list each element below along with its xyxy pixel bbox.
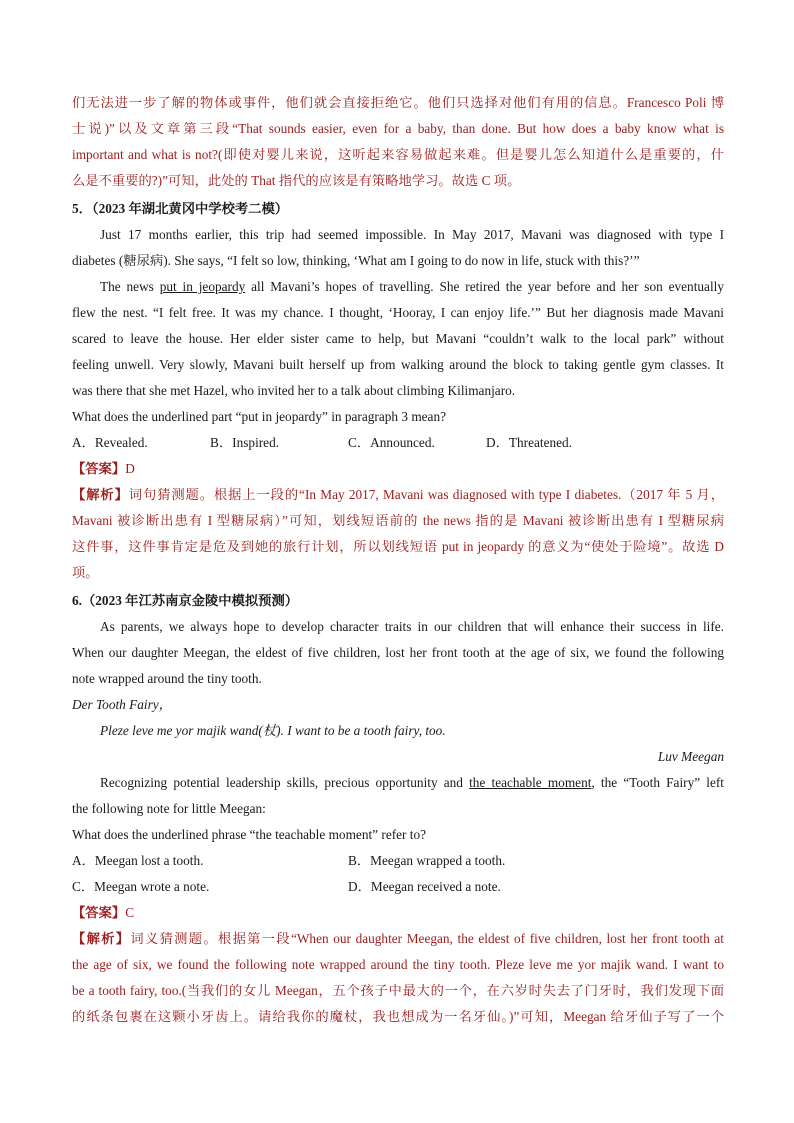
q6-para1-line-2: When our daughter Meegan, the eldest of five children, lost her front tooth at the age of six, we found the following [72, 645, 724, 660]
q5-analysis-line-4: 项。 [72, 565, 99, 580]
q6-para2-after: , the “Tooth Fairy” left [591, 775, 724, 790]
q6-note-signature: Luv Meegan [657, 749, 724, 764]
q6-analysis-line-1 [72, 926, 724, 952]
q6-answer [72, 900, 724, 926]
q6-para1-line-3: note wrapped around the tiny tooth. [72, 671, 262, 686]
q5-analysis-line-1 [72, 482, 724, 508]
q5-para2-line-3: scared to leave the house. Her elder sister came to help, but Mavani “couldn’t walk to the local park” without [72, 331, 724, 346]
q5-para2-after: all Mavani’s hopes of travelling. She retired the year before and her son eventually [245, 279, 724, 294]
q6-option-c: C．Meegan wrote a note. [72, 879, 210, 894]
document-page [72, 90, 724, 1030]
q5-para2-line-1 [72, 274, 724, 300]
q5-options [72, 430, 724, 456]
q5-para2-line-2: flew the nest. “I felt free. It was my chance. I thought, ‘Hooray, I can enjoy life.’” But her diagnosis made Mavani [72, 305, 724, 320]
q5-para1-line-1: Just 17 months earlier, this trip had seemed impossible. In May 2017, Mavani was diagnosed with type I [100, 227, 724, 242]
q5-analysis-text-1: 词句猜测题。根据上一段的“In May 2017, Mavani was diagnosed with type I diabetes.（2017 年 5 月， [128, 487, 724, 502]
q5-option-d: D．Threatened. [486, 435, 573, 450]
q5-para1-line-2: diabetes (糖尿病). She says, “I felt so low, thinking, ‘What am I going to do now in life, stuck with this?’” [72, 253, 640, 268]
q5-option-a: A．Revealed. [72, 435, 148, 450]
q5-option-b: B．Inspired. [210, 435, 280, 450]
q5-underlined-phrase: put in jeopardy [159, 279, 246, 294]
q5-para2-line-4: feeling unwell. Very slowly, Mavani built herself up from walking around the block to taking gentle gym classes. It [72, 357, 724, 372]
prev-analysis-line-4: 么是不重要的?)”可知，此处的 That 指代的应该是有策略地学习。故选 C 项。 [72, 173, 521, 188]
q5-analysis-line-2: Mavani 被诊断出患有 I 型糖尿病）”可知，划线短语前的 the news 指的是 Mavani 被诊断出患有 I 型糖尿病 [72, 513, 724, 528]
q6-analysis-line-4: 的纸条包裹在这颗小牙齿上。请给我你的魔杖，我也想成为一名牙仙。)”可知，Meegan 给牙仙子写了一个 [72, 1009, 724, 1024]
q5-question: What does the underlined part “put in jeopardy” in paragraph 3 mean? [72, 409, 447, 424]
q6-question: What does the underlined phrase “the teachable moment” refer to? [72, 827, 427, 842]
q6-para2-line-1 [72, 770, 724, 796]
q6-para1-line-1: As parents, we always hope to develop character traits in our children that will enhance their success in life. [100, 619, 724, 634]
q5-analysis-line-3: 这件事，这件事肯定是危及到她的旅行计划，所以划线短语 put in jeopardy 的意义为“使处于险境”。故选 D [72, 539, 724, 554]
q5-analysis-tag: 【解析】 [72, 487, 129, 502]
q6-note-body: Pleze leve me yor majik wand(杖). I want to be a tooth fairy, too. [100, 723, 446, 738]
q6-answer-tag: 【答案】 [72, 905, 126, 920]
q6-analysis-tag: 【解析】 [72, 931, 131, 946]
q5-answer-tag: 【答案】 [72, 461, 126, 476]
prev-analysis-line-3: important and what is not?(即使对婴儿来说，这听起来容易做起来难。但是婴儿怎么知道什么是重要的，什 [72, 147, 724, 162]
q5-option-c: C．Announced. [348, 435, 435, 450]
q5-answer-value: D [125, 461, 135, 476]
prev-analysis-line-1: 们无法进一步了解的物体或事件，他们就会直接拒绝它。他们只选择对他们有用的信息。Francesco Poli 博 [72, 95, 724, 110]
q6-option-b: B．Meegan wrapped a tooth. [348, 853, 506, 868]
q6-options-row-1 [72, 848, 724, 874]
q6-analysis-line-3: be a tooth fairy, too.(当我们的女儿 Meegan，五个孩子中最大的一个，在六岁时失去了门牙时，我们发现下面 [72, 983, 724, 998]
q6-para2-line-2: the following note for little Meegan: [72, 801, 266, 816]
q5-answer [72, 456, 724, 482]
q6-note-greeting: Der Tooth Fairy， [72, 697, 172, 712]
q6-option-d: D．Meegan received a note. [348, 879, 501, 894]
q5-para2-line-5: was there that she met Hazel, who invited her to a talk about climbing Kilimanjaro. [72, 383, 516, 398]
q6-para2-before: Recognizing potential leadership skills, precious opportunity and [100, 775, 470, 790]
q6-underlined-phrase: the teachable moment [469, 775, 592, 790]
q6-answer-value: C [125, 905, 135, 920]
q5-para2-before: The news [100, 279, 160, 294]
prev-analysis-line-2: 士说)”以及文章第三段“That sounds easier, even for a baby, than done. But how does a baby know what is [72, 121, 724, 136]
q6-option-a: A．Meegan lost a tooth. [72, 853, 204, 868]
q6-options-row-2 [72, 874, 724, 900]
question-6-header: 6.（2023 年江苏南京金陵中模拟预测） [72, 593, 299, 608]
q6-analysis-line-2: the age of six, we found the following note wrapped around the tiny tooth. Pleze leve me yor majik wand. I want to [72, 957, 724, 972]
q6-analysis-text-1: 词义猜测题。根据第一段“When our daughter Meegan, the eldest of five children, lost her front tooth at [130, 931, 724, 946]
question-5-header: 5．（2023 年湖北黄冈中学校考二模） [72, 201, 289, 216]
